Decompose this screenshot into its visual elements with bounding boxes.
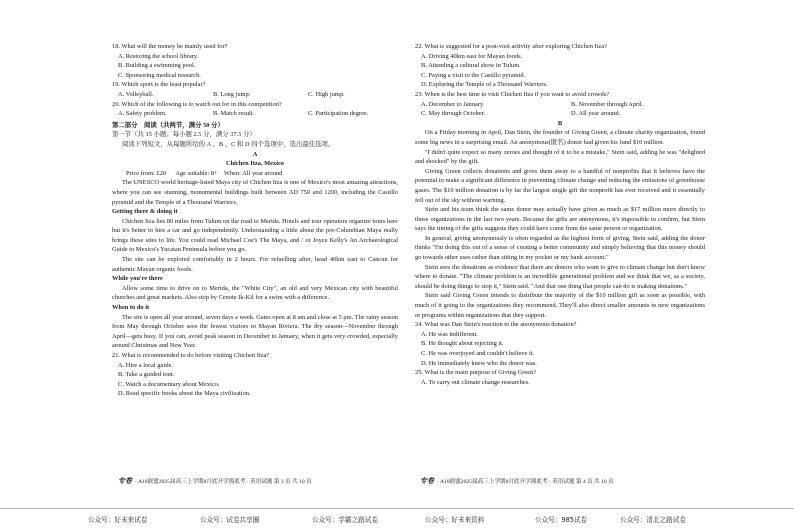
q23-options-cd	[415, 109, 705, 119]
price-line: Price from: £20 Age suitable: 8+ When: All year around	[126, 169, 283, 177]
passage-a-label: A	[252, 150, 258, 158]
heading-getting-there: Getting there & doing it	[112, 208, 178, 216]
section-subtitle: 第一节（共 15 小题；每小题 2.5 分，满分 37.5 分）	[112, 131, 256, 139]
q21-option-a: A. Hire a local guide.	[118, 361, 174, 369]
exam-logo: 专卷	[420, 477, 434, 485]
q23-option-c: C. May through October.	[421, 110, 486, 118]
q19-stem: 19. Which sport is the least popular?	[112, 81, 206, 89]
right-page-footer	[420, 476, 614, 486]
q20-option-a: A. Safety problem.	[118, 110, 167, 118]
passage-b-para-2: "I didn't quite expect so many zeroes and thought of it to be a mistake," Stein said, adding he was "delighted and shocked" by the gift.	[415, 148, 705, 166]
q22-option-a: A. Driving 40km east for Mayan foods.	[421, 52, 523, 60]
q21-option-c: C. Watch a documentary about Mexico.	[118, 380, 220, 388]
q20-option-c: C. Participation degree.	[308, 110, 369, 118]
q23-option-b: B. November through April.	[571, 100, 644, 108]
q24-option-c: C. He was overjoyed and couldn't believe it.	[421, 350, 535, 357]
q21-option-b: B. Take a guided tour.	[118, 371, 175, 379]
q19-option-a: A. Volleyball.	[118, 90, 154, 98]
passage-a-para-5: The site is open all year around, seven days a week. Gates open at 8 am and close at 5 pm. The rainy season from May through October sees the fewest visitors to Mayan Riviera. The dry season—November through April—gets busy. If you can, avoid peak season in December to January, when it gets very crowded, especially around Christmas and New Year.	[112, 313, 398, 350]
passage-b-para-5: In general, giving anonymously is often regarded as the highest form of giving, Stein said, adding the donor thinks "I'm doing this out of a sense of creating a better community and simply believing that this money should go towards other uses rather than sitting in my pocket or my bank account."	[415, 234, 705, 262]
q18-option-a: A. Restoring the school library.	[118, 52, 199, 60]
watermark-item: 公众号：学霸之路试卷	[312, 516, 378, 524]
q22-option-b: B. Attending a cultural show in Tulum.	[421, 62, 521, 70]
q24-option-b: B. He thought about rejecting it.	[421, 340, 504, 348]
q23-option-d: D. All year around.	[571, 110, 621, 118]
q22-option-d: D. Exploring the Temple of a Thousand Warriors.	[421, 81, 548, 89]
right-footer-text: · A10联盟2025届高三上学期8月底开学摸底考 · 英语试题 第 4 页 共 10 页	[437, 479, 614, 485]
q22-option-c: C. Paying a visit to the Castillo pyramid.	[421, 71, 526, 79]
q25-stem: 25. What is the main purpose of Giving Green?	[415, 369, 537, 377]
q24-stem: 24. What was Dan Stein's reaction to the anonymous donation?	[415, 321, 577, 329]
passage-b-para-7: Stein said Giving Green intends to distribute the majority of the $10 million gift as soon as possible, with much of it going to the organizations they recommend. They'll also direct smaller amounts to new organizations or programs within organizations that they support.	[415, 292, 705, 319]
watermark-item: 公众号：985试卷	[535, 516, 588, 524]
q25-option-a: A. To carry out climate change researches.	[421, 378, 530, 386]
passage-a-para-3: The site can be explored comfortably in 2 hours. For refuelling after, head 40km east to Cancun for authentic Mayan organic foods.	[112, 256, 398, 273]
q24-option-d: D. He immediately knew who the donor was.	[421, 359, 537, 367]
section-instructions: 阅读下列短文，从每题所给的 A 、B 、C 和 D 四个选项中，选出最佳选项。	[122, 140, 335, 148]
left-page-footer	[118, 476, 312, 486]
q20-options	[112, 109, 398, 119]
q20-stem: 20. Which of the following is to watch out for in this competition?	[112, 100, 282, 108]
watermark-item: 公众号：好未来试卷	[88, 516, 148, 524]
q23-option-a: A. December to January.	[421, 100, 485, 108]
q19-option-c: C. High jump.	[308, 90, 345, 98]
heading-while-there: While you're there	[112, 275, 163, 283]
heading-when-to-do: When to do it	[112, 304, 150, 312]
q18-option-b: B. Building a swimming pool.	[118, 62, 196, 70]
bottom-divider	[0, 508, 794, 509]
passage-b-para-6: Stein sees the donations as evidence that there are donors who want to give to climate change but don't know where to donate. "The climate problem is an incredible generational problem and we think that we, as a society, should be doing things to stop it," Stein said. "And that one thing that people can do is making donations."	[415, 263, 705, 290]
q24-option-a: A. He was indifferent.	[421, 330, 478, 338]
left-footer-text: · A10联盟2025届高三上学期8月底开学摸底考 · 英语试题 第 3 页 共 10 页	[135, 479, 312, 485]
q22-stem: 22. What is suggested for a post-visit activity after exploring Chichen Itza?	[415, 43, 607, 50]
q21-stem: 21. What is recommended to do before visiting Chichen Itza?	[112, 352, 270, 359]
passage-a-para-2: Chichen Itza lies 80 miles from Tulum on the road to Merida. Hotels and tour operators organize tours here but it's better to hire a car and go independently. Understanding a little about the pre-Columbian Maya really brings these sites to life. You could read Michael Coe's The Maya, and / or Joyce Kelly's An Archaeological Guide to Mexico's Yucatan Peninsula before you go.	[112, 217, 398, 254]
watermark-item: 公众号：好未来资料	[425, 516, 485, 524]
q18-stem: 18. What will the money be mainly used for?	[112, 43, 228, 50]
passage-b-para-1: On a Friday morning in April, Dan Stein, the founder of Giving Green, a climate charity organization, found some big news in a surprising email. An anonymous(匿名) donor had given his fund $10 million.	[415, 129, 705, 146]
watermark-item: 公众号：清北之路试卷	[620, 516, 686, 524]
watermark-item: 公众号：试卷共享圈	[200, 516, 260, 524]
passage-a-para-4: Allow some time to drive on to Merida, the "White City", an old and very Mexican city with beautiful churches and great markets. Also stop by Cenote Ik-Kil for a swim with a difference.	[112, 284, 398, 302]
left-column	[112, 42, 398, 399]
passage-a-para-1: The UNESCO world heritage-listed Maya city of Chichen Itza is one of Mexico's most amazing attractions, where you can see stunning, monumental buildings built between AD 750 and 1200, including the Castillo pyramid and the Temple of a Thousand Warriors.	[112, 179, 398, 206]
q19-options	[112, 90, 398, 100]
q23-options-ab	[415, 100, 705, 110]
exam-logo: 专卷	[118, 477, 132, 485]
q23-stem: 23. When is the best time to visit Chichen Itza if you want to avoid crowds?	[415, 90, 610, 98]
q21-option-d: D. Read specific books about the Maya civilization.	[118, 390, 251, 398]
section-title: 第二部分 阅读（共两节，满分 50 分）	[112, 121, 224, 129]
q20-option-b: B. Match result.	[213, 110, 255, 118]
passage-b-label: B	[557, 119, 563, 127]
passage-b-para-3: Giving Green collects donations and gives them away to a handful of nonprofits that it believes have the potential to make a significant difference in preventing climate change and reducing the emissions of greenhouse gases. The $10 million donation is by far the largest single gift the nonprofit has ever received and it essentially fell out of the sky without warning.	[415, 167, 705, 204]
passage-b-para-4: Stein and his team think the same donor may actually have given as much as $17 million more directly to those organizations in the last two years. Because the gifts are anonymous, it's impossible to confirm, but Stein says the timing of the gifts suggests they could have come from the same person or organization.	[415, 206, 705, 233]
q19-option-b: B. Long jump.	[213, 90, 251, 98]
q18-option-c: C. Sponsoring medical research.	[118, 71, 201, 79]
right-column	[415, 42, 705, 387]
passage-a-title: Chichen Itza, Mexico	[225, 160, 285, 168]
